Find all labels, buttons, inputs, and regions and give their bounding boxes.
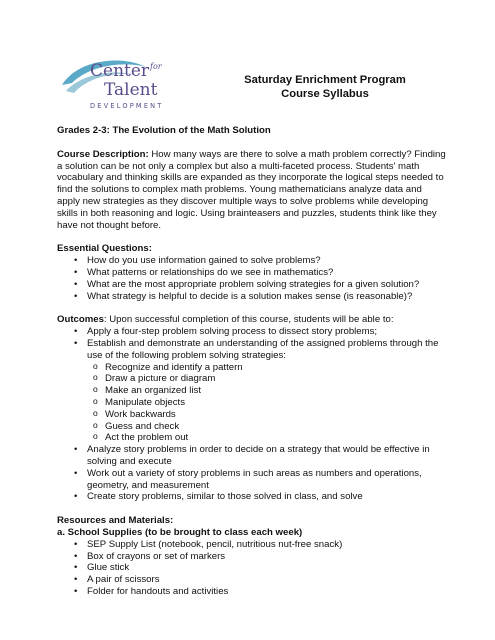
syllabus-header — [200, 73, 450, 101]
strategy-item: o Make an organized list — [57, 385, 447, 397]
list-item: • What are the most appropriate problem solving strategies for a given solution? — [57, 279, 447, 291]
list-item: • Glue stick — [57, 562, 447, 574]
outcomes-list-continued — [57, 444, 447, 503]
outcomes-intro-text: : Upon successful completion of this course, students will be able to: — [103, 314, 394, 326]
list-item: • Analyze story problems in order to decide on a strategy that would be effective in solving and execute — [57, 444, 447, 468]
logo-center-text: Center — [90, 61, 150, 81]
school-supplies-list — [57, 539, 447, 598]
outcomes-list — [57, 326, 447, 361]
strategy-item: o Guess and check — [57, 421, 447, 433]
course-description-label: Course Description: — [57, 148, 149, 160]
syllabus-content — [57, 125, 447, 598]
outcomes-label: Outcomes — [57, 314, 104, 326]
list-item: • How do you use information gained to solve problems? — [57, 255, 447, 267]
list-item: • What patterns or relationships do we see in mathematics? — [57, 267, 447, 279]
list-item: • SEP Supply List (notebook, pencil, nutritious nut-free snack) — [57, 539, 447, 551]
program-title: Saturday Enrichment Program — [244, 74, 406, 86]
outcomes-intro — [57, 314, 447, 326]
strategy-item: o Manipulate objects — [57, 397, 447, 409]
list-item: • Apply a four-step problem solving process to dissect story problems; — [57, 326, 447, 338]
essential-questions-label: Essential Questions: — [57, 243, 152, 255]
logo-for-text: for — [150, 62, 162, 71]
course-description-text: How many ways are there to solve a math problem correctly? Finding a solution can be not only a complex but also a multi-faceted process. Students' math vocabulary and thinking skills are expanded as they incorporate the logical steps needed to find the solutions to complex math problems. Young mathematicians analyze data and apply new strategies as they discover multiple ways to solve problems while developing skills in both reasoning and logic. Using brainteasers and puzzles, students think like they have not thought before. — [57, 148, 446, 231]
strategy-item: o Work backwards — [57, 409, 447, 421]
resources-label: Resources and Materials: — [57, 515, 174, 527]
strategy-item: o Draw a picture or diagram — [57, 373, 447, 385]
center-for-talent-development-logo — [60, 57, 180, 113]
school-supplies-label: a. School Supplies (to be brought to class each week) — [57, 526, 303, 538]
list-item: • Create story problems, similar to those solved in class, and solve — [57, 491, 447, 503]
list-item: • A pair of scissors — [57, 574, 447, 586]
list-item: • Work out a variety of story problems in such areas as numbers and operations, geometry, and measurement — [57, 468, 447, 492]
grade-title: Grades 2-3: The Evolution of the Math Solution — [57, 125, 271, 136]
list-item: • Establish and demonstrate an understanding of the assigned problems through the use of the following problem solving strategies: — [57, 338, 447, 362]
logo-talent-text: Talent — [104, 80, 158, 100]
syllabus-subtitle: Course Syllabus — [281, 88, 369, 100]
course-description — [57, 149, 447, 232]
logo-development-text: DEVELOPMENT — [90, 102, 164, 110]
essential-questions-list — [57, 255, 447, 302]
list-item: • What strategy is helpful to decide is a solution makes sense (is reasonable)? — [57, 291, 447, 303]
strategies-list — [57, 362, 447, 445]
strategy-item: o Act the problem out — [57, 432, 447, 444]
list-item: • Box of crayons or set of markers — [57, 551, 447, 563]
strategy-item: o Recognize and identify a pattern — [57, 362, 447, 374]
list-item: • Folder for handouts and activities — [57, 586, 447, 598]
